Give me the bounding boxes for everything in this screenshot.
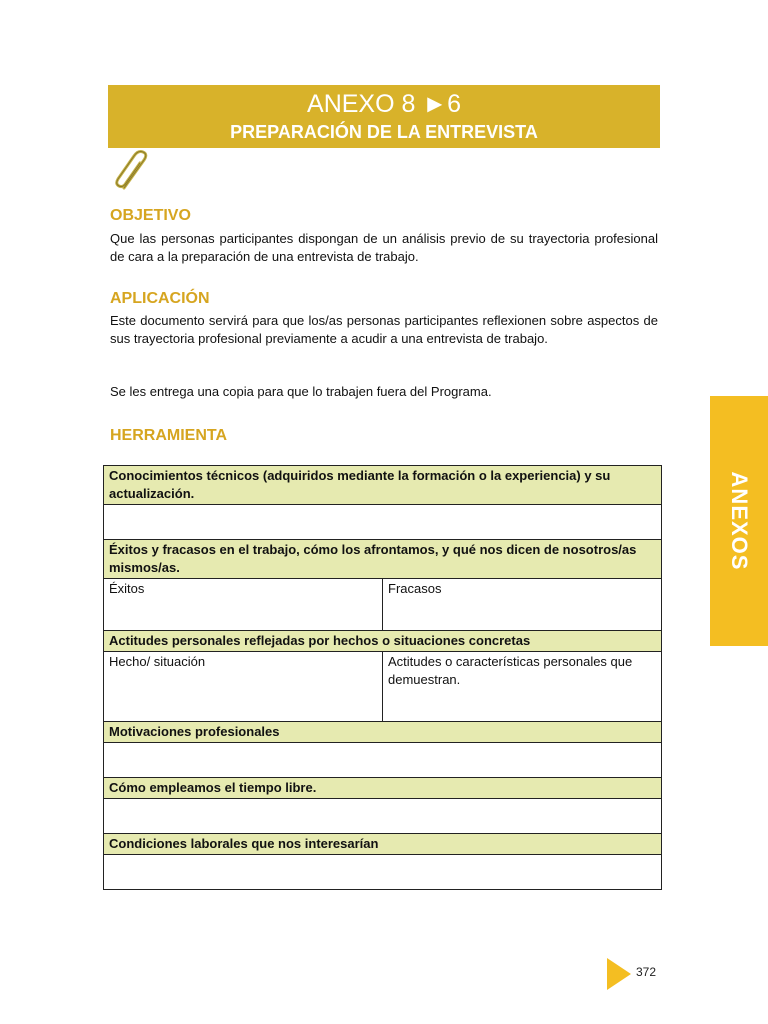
table-row — [104, 722, 662, 743]
row-conocimientos-answer[interactable] — [104, 505, 662, 540]
table-row — [104, 743, 662, 778]
hecho-cell[interactable]: Hecho/ situación — [104, 652, 383, 722]
table-row — [104, 540, 662, 579]
row-tiempo-libre-header: Cómo empleamos el tiempo libre. — [104, 778, 662, 799]
row-exitos-fracasos-header: Éxitos y fracasos en el trabajo, cómo los afrontamos, y qué nos dicen de nosotros/as mismos/as. — [104, 540, 662, 579]
side-tab-label: ANEXOS — [727, 471, 752, 571]
table-row — [104, 855, 662, 890]
row-condiciones-header: Condiciones laborales que nos interesarían — [104, 834, 662, 855]
row-motivaciones-answer[interactable] — [104, 743, 662, 778]
table-row — [104, 778, 662, 799]
aplicacion-note: Se les entrega una copia para que lo trabajen fuera del Programa. — [110, 384, 492, 399]
aplicacion-text: Este documento servirá para que los/as personas participantes reflexionen sobre aspectos de sus trayectoria profesional previamente a acudir a una entrevista de trabajo. — [110, 313, 658, 346]
row-motivaciones-header: Motivaciones profesionales — [104, 722, 662, 743]
aplicacion-heading: APLICACIÓN — [110, 290, 210, 307]
table-row — [104, 834, 662, 855]
herramienta-table — [103, 465, 662, 890]
page-number: 372 — [636, 965, 657, 979]
page-arrow-icon — [607, 958, 631, 990]
table-row — [104, 505, 662, 540]
table-row — [104, 466, 662, 505]
header-band — [108, 85, 660, 148]
row-actitudes-header: Actitudes personales reflejadas por hechos o situaciones concretas — [104, 631, 662, 652]
fracasos-cell[interactable]: Fracasos — [383, 579, 662, 631]
row-tiempo-libre-answer[interactable] — [104, 799, 662, 834]
table-row — [104, 799, 662, 834]
row-conocimientos-header: Conocimientos técnicos (adquiridos mediante la formación o la experiencia) y su actualización. — [104, 466, 662, 505]
actitudes-caract-cell[interactable]: Actitudes o características personales que demuestran. — [383, 652, 662, 722]
exitos-cell[interactable]: Éxitos — [104, 579, 383, 631]
page-subtitle: PREPARACIÓN DE LA ENTREVISTA — [230, 122, 538, 142]
paperclip-icon — [110, 148, 158, 196]
objetivo-text: Que las personas participantes dispongan de un análisis previo de su trayectoria profesional de cara a la preparación de una entrevista de trabajo. — [110, 231, 658, 264]
table-row — [104, 652, 662, 722]
table-row — [104, 579, 662, 631]
page-title: ANEXO 8 ►6 — [307, 90, 461, 118]
objetivo-heading: OBJETIVO — [110, 207, 191, 224]
table-row — [104, 631, 662, 652]
anexos-side-tab — [710, 396, 768, 646]
row-condiciones-answer[interactable] — [104, 855, 662, 890]
herramienta-heading: HERRAMIENTA — [110, 427, 228, 444]
